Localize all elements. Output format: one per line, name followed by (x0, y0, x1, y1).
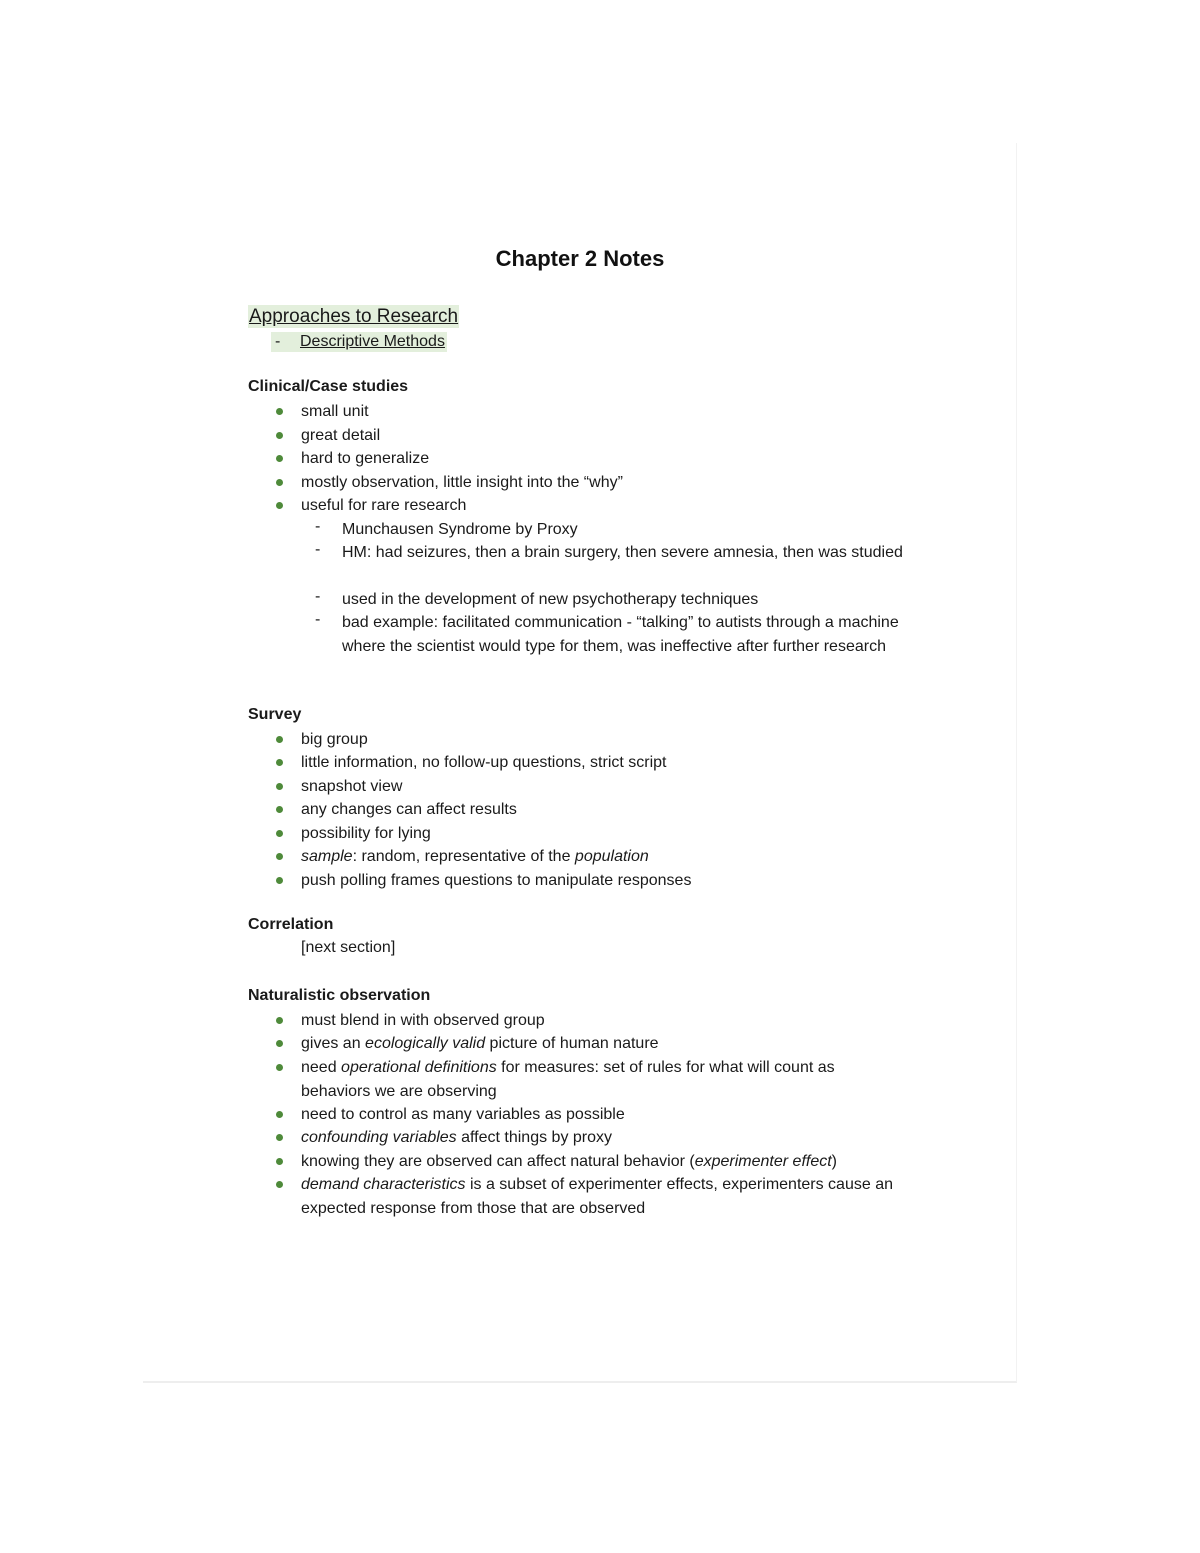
bullet-icon (276, 830, 283, 837)
list-item (301, 1056, 901, 1103)
list-item: any changes can affect results (301, 801, 517, 818)
item-text: affect things by proxy (456, 1129, 613, 1146)
bullet-icon (276, 1134, 283, 1141)
heading-clinical: Clinical/Case studies (248, 378, 409, 395)
bullet-icon (276, 479, 283, 486)
item-text: is a subset of experimenter effects, experimenters cause an expected response from those that are observed (301, 1176, 893, 1217)
list-item (301, 1150, 901, 1174)
list-item: must blend in with observed group (301, 1012, 545, 1029)
list-item: mostly observation, little insight into the “why” (301, 474, 623, 491)
term-ecologically-valid: ecologically valid (365, 1035, 486, 1052)
sub-list-item: HM: had seizures, then a brain surgery, then severe amnesia, then was studied (342, 544, 903, 561)
sub-list-item: used in the development of new psychotherapy techniques (342, 591, 759, 608)
document-title: Chapter 2 Notes (495, 246, 665, 271)
list-item: little information, no follow-up questions, strict script (301, 754, 667, 771)
list-item: snapshot view (301, 778, 403, 795)
list-item: need to control as many variables as possible (301, 1106, 625, 1123)
bullet-icon (276, 1064, 283, 1071)
bullet-icon (276, 1040, 283, 1047)
list-item: hard to generalize (301, 450, 430, 467)
item-text: gives an (301, 1035, 366, 1052)
bullet-icon (276, 783, 283, 790)
dash-marker: - (315, 518, 321, 535)
list-item: big group (301, 731, 368, 748)
list-item (301, 1173, 901, 1220)
term-operational-definitions: operational definitions (341, 1059, 497, 1076)
heading-naturalistic: Naturalistic observation (248, 987, 431, 1004)
item-text: picture of human nature (485, 1035, 659, 1052)
item-text: knowing they are observed can affect natural behavior ( (301, 1153, 695, 1170)
list-item (301, 1126, 901, 1150)
list-item: small unit (301, 403, 369, 420)
list-item: possibility for lying (301, 825, 431, 842)
bullet-icon (276, 432, 283, 439)
sub-list-item: bad example: facilitated communication - “talking” to autists through a machine where the scientist would type for them, was ineffective after further research (342, 614, 899, 655)
correlation-note: [next section] (301, 939, 396, 956)
term-population: population (574, 848, 649, 865)
list-item (301, 1032, 901, 1056)
item-text: for measures: set of rules for what will count as behaviors we are observing (301, 1059, 835, 1100)
term-demand-characteristics: demand characteristics (301, 1176, 466, 1193)
bullet-icon (276, 1111, 283, 1118)
list-item: useful for rare research (301, 497, 467, 514)
term-confounding-variables: confounding variables (301, 1129, 457, 1146)
term-sample: sample (301, 848, 353, 865)
item-text: need (301, 1059, 342, 1076)
bullet-icon (276, 455, 283, 462)
list-item: push polling frames questions to manipulate responses (301, 872, 692, 889)
bullet-icon (276, 1017, 283, 1024)
dash-marker: - (315, 541, 321, 558)
heading-survey: Survey (248, 706, 302, 723)
subheading-descriptive-methods: Descriptive Methods (300, 333, 445, 350)
bullet-icon (276, 853, 283, 860)
bullet-icon (276, 1181, 283, 1188)
dash-marker: - (315, 588, 321, 605)
bullet-icon (276, 759, 283, 766)
list-item-sample (301, 845, 901, 869)
sub-list-item: Munchausen Syndrome by Proxy (342, 521, 578, 538)
item-text: ) (831, 1153, 837, 1170)
heading-correlation: Correlation (248, 916, 334, 933)
bullet-icon (276, 806, 283, 813)
bullet-icon (276, 408, 283, 415)
bullet-icon (276, 502, 283, 509)
term-experimenter-effect: experimenter effect (694, 1153, 832, 1170)
bullet-icon (276, 877, 283, 884)
dash-marker: - (275, 333, 281, 350)
bullet-icon (276, 1158, 283, 1165)
dash-marker: - (315, 611, 321, 628)
list-item: great detail (301, 427, 381, 444)
section-heading-approaches: Approaches to Research (249, 306, 459, 327)
item-text: : random, representative of the (352, 848, 575, 865)
bullet-icon (276, 736, 283, 743)
